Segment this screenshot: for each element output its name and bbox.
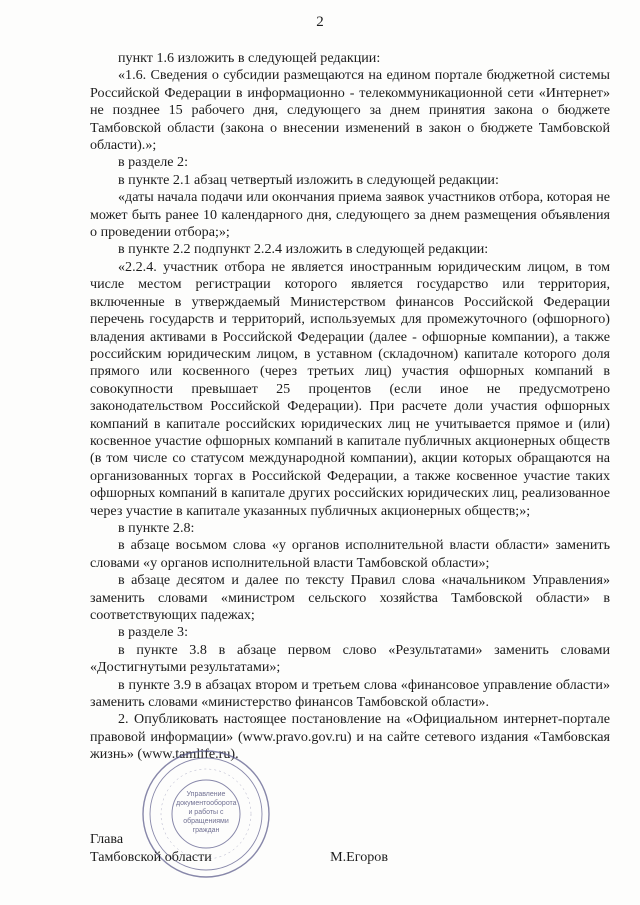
paragraph: в пункте 2.1 абзац четвертый изложить в следующей редакции: (118, 171, 499, 188)
paragraph: «1.6. Сведения о субсидии размещаются на едином портале бюджетной системы Российской Федерации в информационно - телекоммуникационной сети «Интернет» не позднее 15 рабочего дня, следующего за днем принятия закона о бюджете Тамбовской области (закона о внесении изменений в закон о бюджете Тамбовской области).»; (90, 67, 610, 154)
paragraph: в абзаце десятом и далее по тексту Правил слова «начальником Управления» заменить словами «министром сельского хозяйства Тамбовской области» в соответствующих падежах; (90, 572, 610, 623)
paragraph: «даты начала подачи или окончания приема заявок участников отбора, которая не может быть ранее 10 календарного дня, следующего за днем размещения объявления о проведении отбора;»; (90, 189, 610, 241)
paragraph: в пункте 3.8 в абзаце первом слово «Результатами» заменить словами «Достигнутыми результатами»; (90, 641, 610, 676)
paragraph: в пункте 3.9 в абзацах втором и третьем слова «финансовое управление области» заменить словами «министерство финансов Тамбовской области». (90, 676, 610, 711)
paragraph: пункт 1.6 изложить в следующей редакции: (118, 50, 381, 66)
paragraph: в пункте 2.8: (118, 519, 195, 536)
paragraph: в абзаце восьмом слова «у органов исполнительной власти области» заменить словами «у органов исполнительной власти Тамбовской области»; (90, 537, 610, 571)
signature-block (90, 830, 610, 866)
stamp-text: Управление документооборота и работы с обращениями граждан (176, 791, 237, 834)
signature-title-line1: Глава (90, 831, 124, 847)
paragraph: «2.2.4. участник отбора не является иностранным юридическим лицом, в том числе местом регистрации которого является государство или территория, включенные в утверждаемый Министерством финансов Российской Федерации перечень государств и территорий, используемых для промежуточного (офшорного) владения активами в Российской Федерации (далее - офшорные компании), а также российским юридическим лицом, в уставном (складочном) капитале которого доля прямого или косвенного (через третьих лиц) участия офшорных компаний в совокупности превышает 25 процентов (если иное не предусмотрено законодательством Российской Федерации). При расчете доли участия офшорных компаний в капитале российских юридических лиц не учитывается прямое и (или) косвенное участие офшорных компаний в капитале публичных акционерных обществ (в том числе со статусом международной компании), акции которых обращаются на организованных торгах в Российской Федерации, а также косвенное участие таких офшорных компаний в капитале других российских юридических лиц, реализованное через участие в капитале указанных публичных акционерных обществ;»; (90, 258, 610, 519)
signatory-name: М.Егоров (330, 849, 388, 865)
signature-title-line2: Тамбовской области (90, 849, 212, 865)
paragraph: в пункте 2.2 подпункт 2.2.4 изложить в следующей редакции: (118, 241, 489, 258)
paragraph: в разделе 2: (118, 154, 188, 171)
document-body (90, 50, 610, 764)
paragraph: 2. Опубликовать настоящее постановление на «Официальном интернет-портале правовой информации» (www.pravo.gov.ru) и на сайте сетевого издания «Тамбовская жизнь» (www.tamlife.ru). (90, 711, 610, 763)
page-number: 2 (316, 14, 324, 30)
paragraph: в разделе 3: (118, 624, 188, 641)
